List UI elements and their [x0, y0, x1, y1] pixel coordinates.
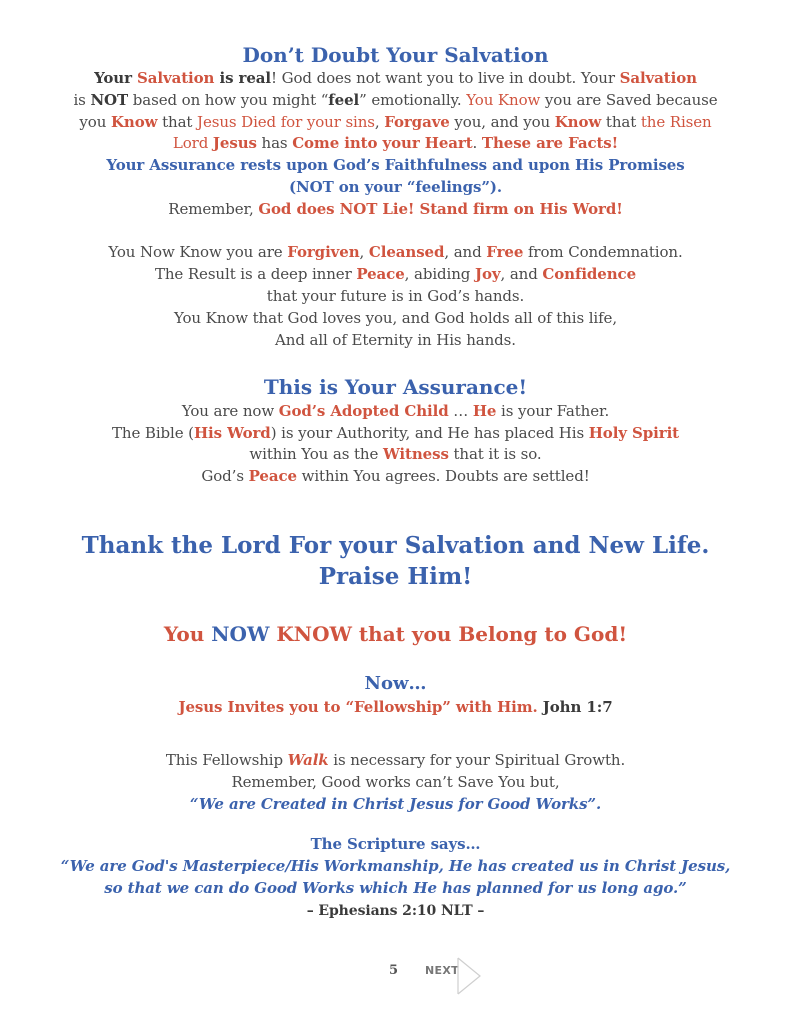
text-line — [0, 444, 791, 465]
heading-thank-the-lord: Thank the Lord For your Salvation and New Life. — [81, 532, 710, 559]
text: You are now — [181, 402, 279, 420]
text: ! God does not want you to live in doubt. Your — [271, 69, 620, 87]
assurance-line: Your Assurance rests upon God’s Faithfulness and upon His Promises — [106, 156, 685, 174]
highlight: Confidence — [542, 265, 637, 283]
text: within You as the — [249, 445, 383, 463]
text: God’s — [201, 467, 249, 485]
highlight: He — [472, 402, 497, 420]
highlight: Peace — [356, 265, 405, 283]
scripture-heading: The Scripture says… — [310, 835, 481, 853]
highlight: Walk — [287, 751, 329, 769]
highlight: Jesus — [212, 134, 257, 152]
text: ” emotionally. — [359, 91, 467, 109]
text: is real — [214, 69, 272, 87]
text: , — [374, 113, 385, 131]
text-line — [0, 264, 791, 285]
text: , and — [500, 265, 543, 283]
emphasis-now: NOW — [211, 622, 270, 646]
text: is your Father. — [496, 402, 610, 420]
section-title-assurance: This is Your Assurance! — [263, 375, 528, 399]
quote-line: so that we can do Good Works which He has planned for us long ago.” — [104, 879, 687, 897]
text: You — [163, 622, 212, 646]
text: , and — [444, 243, 487, 261]
text: is necessary for your Spiritual Growth. — [328, 751, 626, 769]
page-number: 5 — [389, 963, 399, 978]
text: you — [79, 113, 111, 131]
text: that you Belong to God! — [351, 622, 628, 646]
highlight: His Word — [193, 424, 271, 442]
text-line: Remember, Good works can’t Save You but, — [231, 773, 560, 791]
heading-belong-to-god — [0, 622, 791, 646]
emphasis-know: KNOW — [276, 622, 352, 646]
highlight: Forgave — [384, 113, 450, 131]
text: that it is so. — [448, 445, 542, 463]
text-line: And all of Eternity in His hands. — [275, 331, 516, 349]
scripture-reference: – Ephesians 2:10 NLT – — [306, 903, 485, 919]
text-line: that your future is in God’s hands. — [266, 287, 525, 305]
text: Remember, — [168, 200, 259, 218]
text: has — [256, 134, 293, 152]
highlight: Free — [486, 243, 524, 261]
highlight: Joy — [474, 265, 501, 283]
highlight: You Know — [466, 91, 541, 109]
text: from Condemnation. — [523, 243, 683, 261]
scripture-reference: John 1:7 — [537, 698, 613, 716]
quote-line: “We are God's Masterpiece/His Workmanship, He has created us in Christ Jesus, — [60, 857, 731, 875]
next-button[interactable]: NEXT — [425, 964, 459, 977]
highlight: Know — [110, 113, 158, 131]
highlight: the Risen — [640, 113, 712, 131]
highlight: Jesus Died for your sins — [197, 113, 375, 131]
highlight: God’s Adopted Child — [278, 402, 449, 420]
heading-praise-him: Praise Him! — [318, 563, 473, 590]
text-line — [0, 242, 791, 263]
text: , abiding — [404, 265, 475, 283]
text: is — [73, 91, 91, 109]
text-line — [0, 697, 791, 718]
heading-now: Now… — [364, 673, 427, 694]
highlight: Holy Spirit — [588, 424, 679, 442]
text-line — [0, 466, 791, 487]
text: , — [359, 243, 369, 261]
emphasis: feel — [328, 91, 360, 109]
text: … — [448, 402, 473, 420]
highlight: Salvation — [137, 69, 215, 87]
text: . — [472, 134, 482, 152]
next-arrow-icon[interactable] — [456, 957, 482, 995]
highlight: Peace — [248, 467, 297, 485]
text-line — [0, 750, 791, 771]
page-navigation — [0, 957, 791, 997]
highlight: Come into your Heart — [292, 134, 473, 152]
text-line — [0, 133, 791, 154]
text: that — [601, 113, 641, 131]
text-line — [0, 90, 791, 111]
text: The Result is a deep inner — [154, 265, 357, 283]
text-line — [0, 199, 791, 220]
text-line — [0, 423, 791, 444]
emphasis: NOT — [90, 91, 129, 109]
highlight: Know — [554, 113, 602, 131]
text: The Bible ( — [112, 424, 194, 442]
text: Your — [94, 69, 138, 87]
text: within You agrees. Doubts are settled! — [296, 467, 590, 485]
text: You Now Know you are — [108, 243, 288, 261]
highlight: God does NOT Lie! Stand firm on His Word! — [258, 200, 623, 218]
assurance-line: (NOT on your “feelings”). — [289, 178, 502, 196]
text-line — [0, 68, 791, 89]
text-line — [0, 112, 791, 133]
text: you are Saved because — [540, 91, 718, 109]
text: you, and you — [449, 113, 555, 131]
quote-line: “We are Created in Christ Jesus for Good Works”. — [189, 795, 602, 813]
highlight: Jesus Invites you to “Fellowship” with Him. — [178, 698, 538, 716]
highlight: Salvation — [619, 69, 697, 87]
highlight: Forgiven — [287, 243, 360, 261]
highlight: Lord — [172, 134, 213, 152]
highlight: Cleansed — [368, 243, 445, 261]
highlight: Witness — [382, 445, 449, 463]
text: based on how you might “ — [128, 91, 329, 109]
text: that — [157, 113, 198, 131]
text: ) is your Authority, and He has placed His — [270, 424, 589, 442]
section-title-dont-doubt: Don’t Doubt Your Salvation — [242, 43, 549, 67]
highlight: These are Facts! — [481, 134, 619, 152]
text-line — [0, 401, 791, 422]
text-line: You Know that God loves you, and God holds all of this life, — [173, 309, 618, 327]
text: This Fellowship — [165, 751, 288, 769]
